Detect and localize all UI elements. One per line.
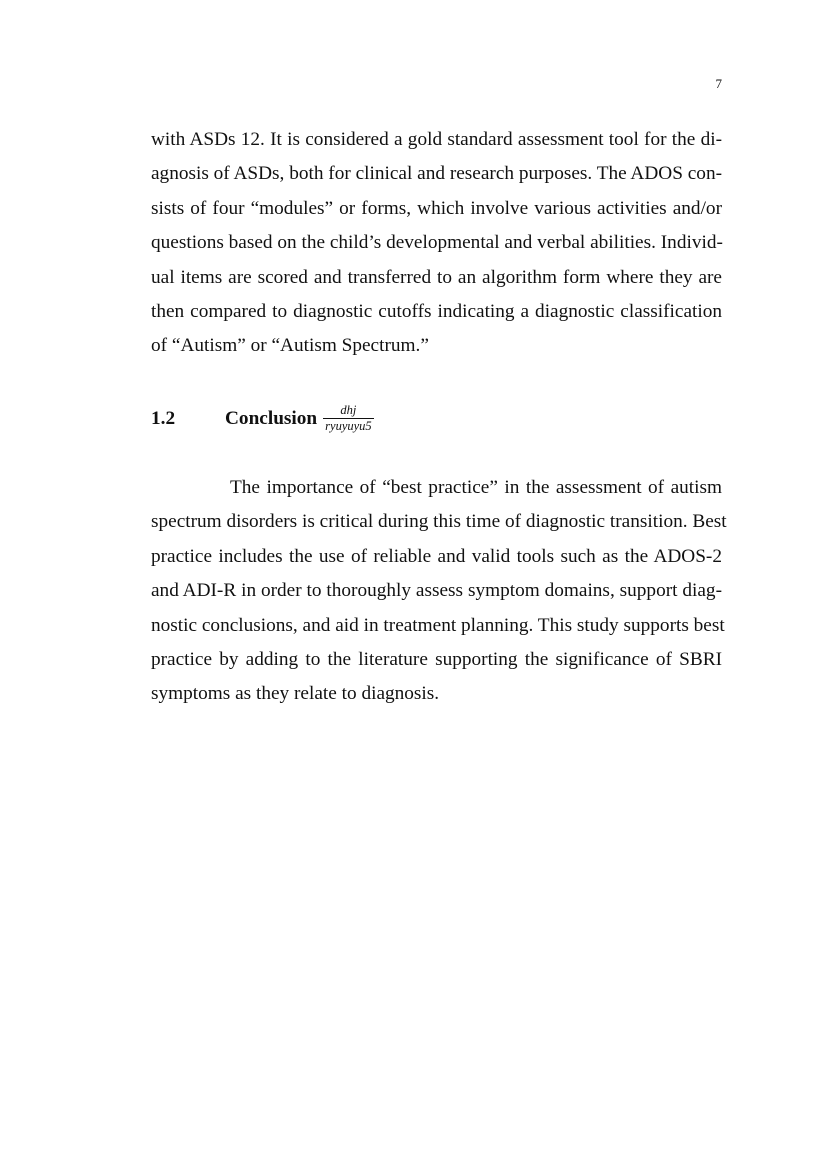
text-line: symptoms as they relate to diagnosis. <box>151 683 440 705</box>
text-line: nostic conclusions, and aid in treatment planning. This study supports best <box>151 614 725 636</box>
text-line: The importance of “best practice” in the assessment of autism <box>230 477 722 498</box>
page-number: 7 <box>715 76 722 91</box>
text-line: sists of four “modules” or forms, which involve various activities and/or <box>151 197 722 219</box>
section-title: Conclusion <box>225 407 318 429</box>
paragraph-ados-description <box>151 123 722 364</box>
text-line: ual items are scored and transferred to an algorithm form where they are <box>151 266 722 288</box>
text-line: questions based on the child’s developmental and verbal abilities. Individ- <box>151 232 723 254</box>
text-line: with ASDs 12. It is considered a gold standard assessment tool for the di- <box>151 129 722 150</box>
text-line: agnosis of ASDs, both for clinical and research purposes. The ADOS con- <box>151 163 723 185</box>
section-number: 1.2 <box>151 407 176 429</box>
text-line: and ADI-R in order to thoroughly assess symptom domains, support diag- <box>151 580 722 602</box>
text-line: spectrum disorders is critical during this time of diagnostic transition. Best <box>151 511 727 533</box>
text-line: of “Autism” or “Autism Spectrum.” <box>151 335 429 357</box>
math-fraction <box>323 404 374 433</box>
section-heading <box>151 404 374 433</box>
text-line: then compared to diagnostic cutoffs indicating a diagnostic classification <box>151 300 722 322</box>
paragraph-conclusion <box>151 471 727 712</box>
fraction-denominator: ryuyuyu5 <box>325 419 372 433</box>
text-line: practice includes the use of reliable and valid tools such as the ADOS-2 <box>151 545 722 567</box>
fraction-numerator: dhj <box>340 403 357 417</box>
text-line: practice by adding to the literature supporting the significance of SBRI <box>151 648 722 670</box>
